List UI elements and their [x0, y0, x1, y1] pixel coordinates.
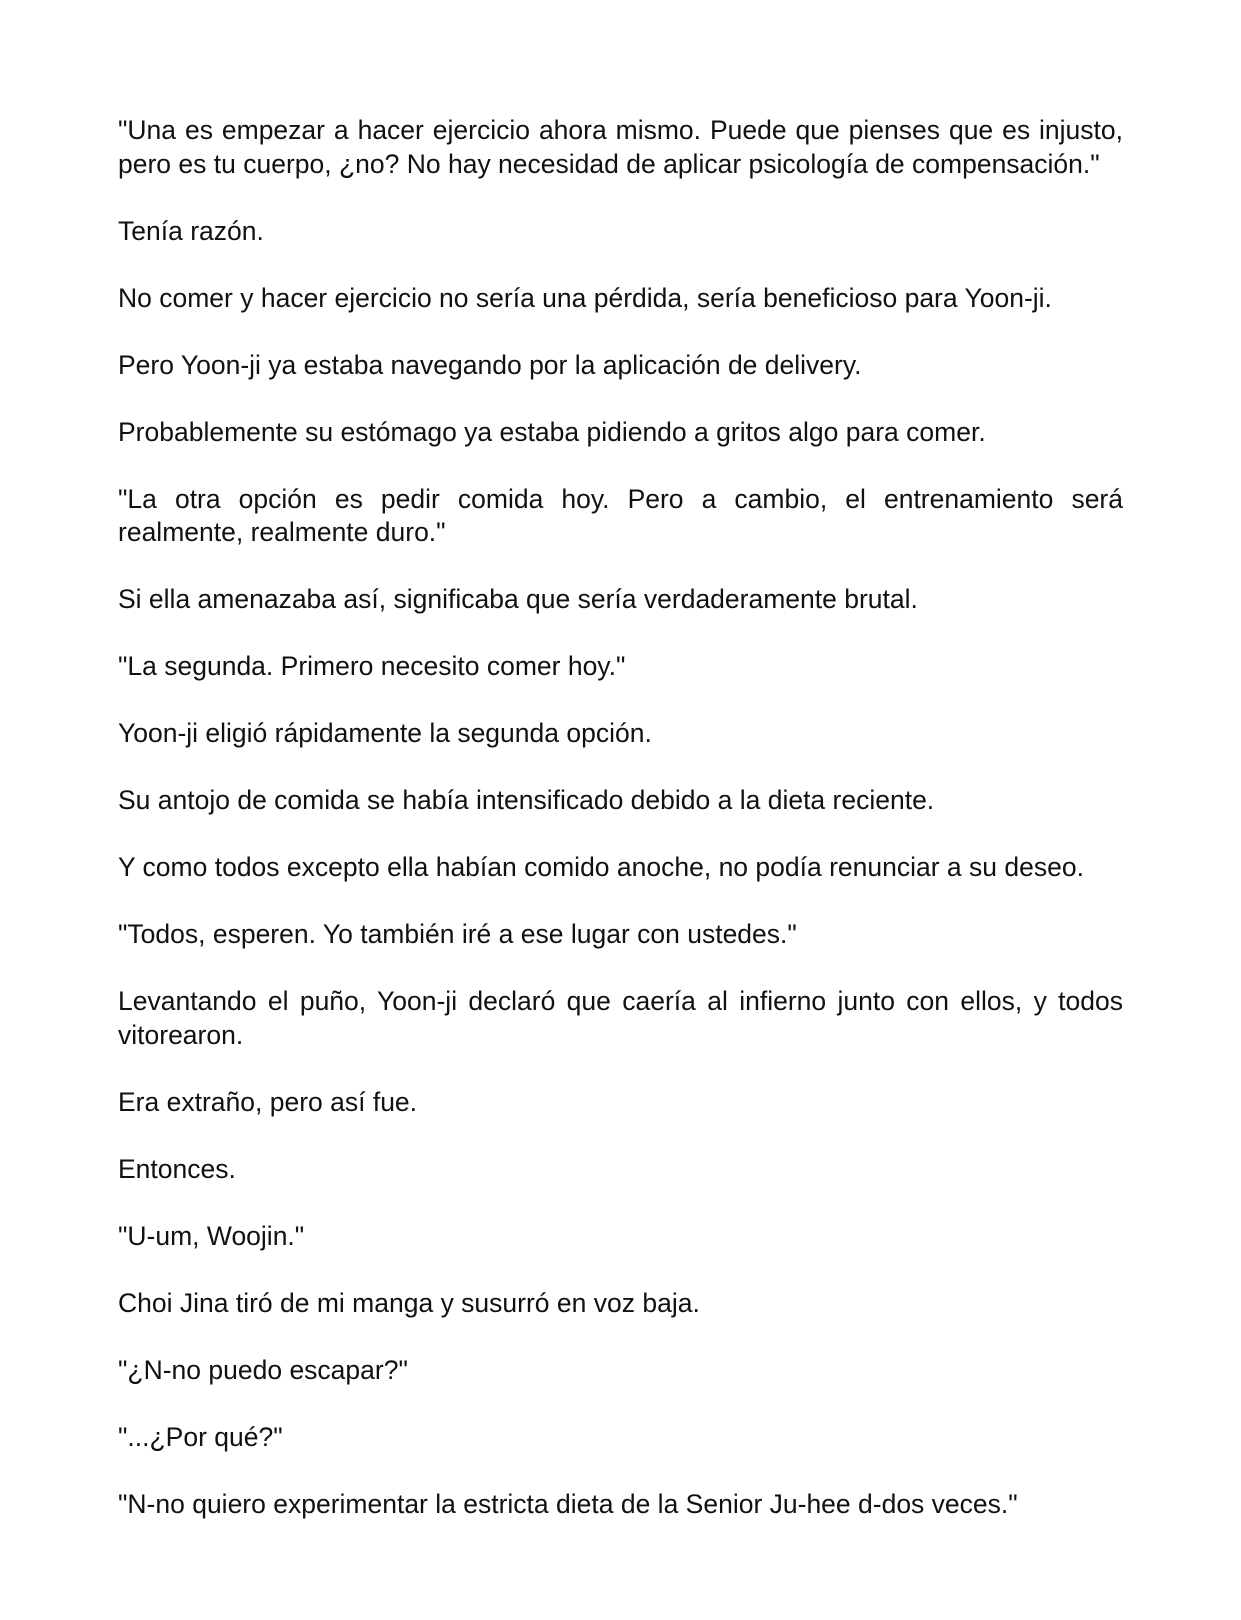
paragraph: "¿N-no puedo escapar?" — [118, 1354, 408, 1385]
paragraph: Pero Yoon-ji ya estaba navegando por la aplicación de delivery. — [118, 349, 862, 380]
paragraph: "La segunda. Primero necesito comer hoy." — [118, 651, 626, 681]
paragraph: Probablemente su estómago ya estaba pidiendo a gritos algo para comer. — [118, 416, 986, 447]
paragraph: No comer y hacer ejercicio no sería una pérdida, sería beneficioso para Yoon-ji. — [118, 282, 1052, 313]
paragraph: Entonces. — [118, 1153, 236, 1184]
paragraph: Y como todos excepto ella habían comido anoche, no podía renunciar a su deseo. — [118, 852, 1084, 882]
paragraph: Levantando el puño, Yoon-ji declaró que caería al infierno junto con ellos, y todos vitorearon. — [118, 986, 1123, 1050]
paragraph: Choi Jina tiró de mi manga y susurró en voz baja. — [118, 1287, 700, 1318]
paragraph: "U-um, Woojin." — [118, 1220, 305, 1251]
paragraph: "...¿Por qué?" — [118, 1421, 283, 1452]
paragraph: "Una es empezar a hacer ejercicio ahora mismo. Puede que pienses que es injusto, pero es tu cuerpo, ¿no? No hay necesidad de aplicar psicología de compensación." — [118, 115, 1123, 179]
paragraph: "N-no quiero experimentar la estricta dieta de la Senior Ju-hee d-dos veces." — [118, 1488, 1018, 1519]
paragraph: Yoon-ji eligió rápidamente la segunda opción. — [118, 718, 652, 748]
paragraph: Era extraño, pero así fue. — [118, 1086, 418, 1117]
paragraph: "La otra opción es pedir comida hoy. Pero a cambio, el entrenamiento será realmente, realmente duro." — [118, 483, 1123, 547]
paragraph: Si ella amenazaba así, significaba que sería verdaderamente brutal. — [118, 584, 918, 614]
document-body — [118, 114, 1123, 1555]
paragraph: Tenía razón. — [118, 215, 264, 246]
paragraph: "Todos, esperen. Yo también iré a ese lugar con ustedes." — [118, 919, 797, 949]
paragraph: Su antojo de comida se había intensificado debido a la dieta reciente. — [118, 785, 935, 815]
